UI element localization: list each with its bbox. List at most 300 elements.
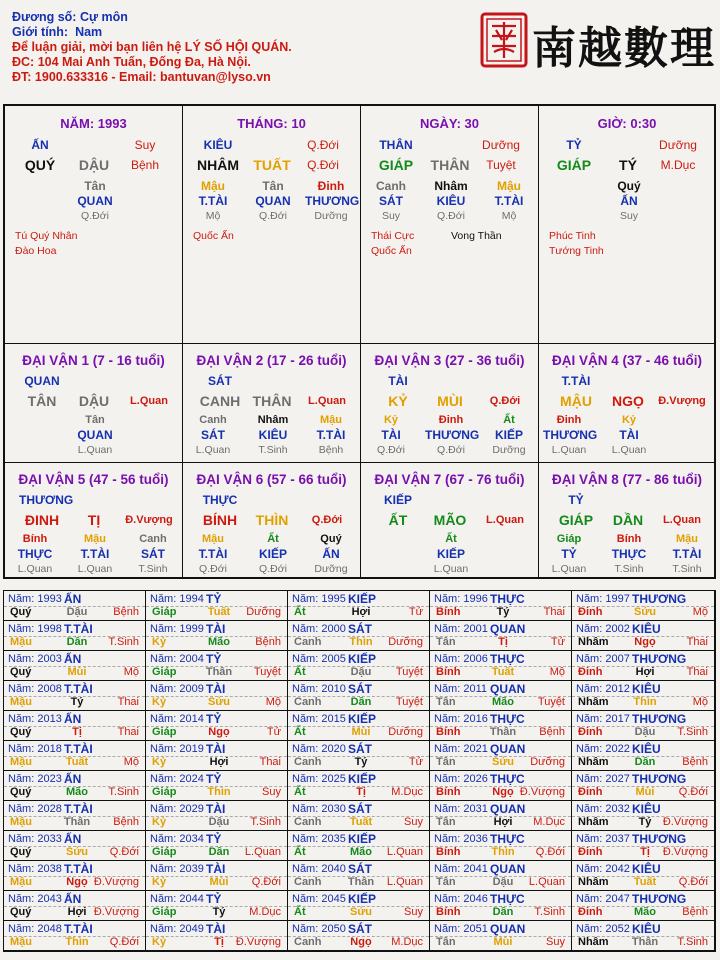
year-label: Năm: 2000 — [292, 623, 346, 635]
year-state: Mộ — [692, 696, 708, 708]
year-star: KIÊU — [632, 802, 661, 816]
hidden-state: Q.Đới — [199, 563, 227, 575]
hidden-star: ẤN — [322, 547, 340, 561]
year-stem: Mậu — [10, 756, 32, 768]
year-star: THỰC — [490, 892, 525, 906]
year-state: Đ.Vượng — [235, 936, 281, 948]
dai-van-state: Đ.Vượng — [125, 514, 173, 526]
year-stem: Canh — [294, 876, 322, 888]
year-state: Bệnh — [255, 636, 281, 648]
year-branch: Tý — [496, 606, 510, 618]
year-stem: Canh — [294, 756, 322, 768]
year-state: Dưỡng — [388, 636, 423, 648]
brand-logo — [480, 8, 715, 72]
year-label: Năm: 2042 — [576, 863, 630, 875]
year-star: KIÊU — [632, 682, 661, 696]
year-cell — [288, 651, 430, 681]
year-branch: Hợi — [351, 606, 371, 618]
year-stem: Quý — [10, 846, 32, 858]
hidden-state: T.Sinh — [138, 563, 168, 575]
hidden-state: L.Quan — [433, 563, 469, 575]
year-cell — [430, 771, 572, 801]
year-label: Năm: 2028 — [8, 803, 62, 815]
year-cell — [4, 711, 146, 741]
year-stem: Ất — [294, 906, 306, 918]
dai-van-star: T.TÀI — [561, 374, 591, 388]
year-stem: Tân — [436, 876, 456, 888]
year-state: Mộ — [123, 666, 139, 678]
year-cell — [288, 801, 430, 831]
year-state: Đ.Vượng — [93, 876, 139, 888]
year-branch: Thân — [631, 936, 659, 948]
dai-van-state: L.Quan — [486, 514, 524, 526]
dai-van-star: SÁT — [208, 374, 232, 388]
year-stem: Quý — [10, 786, 32, 798]
pillar-branch-state: Q.Đới — [307, 158, 339, 172]
dai-van-star: TỶ — [568, 493, 584, 507]
hidden-state: Dưỡng — [492, 444, 526, 456]
year-stem: Bính — [436, 906, 461, 918]
hidden-star: SÁT — [379, 194, 403, 208]
pillar-stem: GIÁP — [378, 157, 414, 173]
year-label: Năm: 2002 — [576, 623, 630, 635]
year-star: THỰC — [490, 652, 525, 666]
dai-van-branch: DẦN — [612, 512, 644, 528]
year-cell — [572, 771, 715, 801]
header-info — [12, 10, 292, 85]
year-label: Năm: 1997 — [576, 593, 630, 605]
year-cell — [572, 741, 715, 771]
year-star: TỶ — [206, 832, 222, 846]
year-state: Q.Đới — [251, 876, 281, 888]
year-stem: Giáp — [152, 726, 177, 738]
year-star: QUAN — [490, 802, 526, 816]
year-state: Thai — [686, 666, 708, 678]
year-state: Thai — [259, 756, 281, 768]
dai-van-title: ĐẠI VẬN 8 (77 - 86 tuổi) — [551, 472, 703, 487]
year-cell — [4, 621, 146, 651]
year-star: THỰC — [490, 712, 525, 726]
dai-van-stem: TÂN — [27, 393, 57, 409]
year-cell — [288, 741, 430, 771]
hidden-star: TÀI — [619, 428, 639, 442]
year-label: Năm: 2023 — [8, 773, 62, 785]
year-stem: Đinh — [578, 606, 603, 618]
year-stem: Đinh — [578, 906, 603, 918]
hidden-state: Suy — [381, 210, 401, 222]
year-label: Năm: 2051 — [434, 923, 488, 935]
pillar-cell — [539, 106, 716, 344]
year-star: THƯƠNG — [632, 832, 687, 846]
year-label: Năm: 2001 — [434, 623, 488, 635]
dai-van-stem: KỶ — [388, 393, 408, 409]
year-star: KIẾP — [348, 892, 377, 906]
year-cell — [430, 711, 572, 741]
year-stem: Canh — [294, 696, 322, 708]
pillar-cell — [361, 106, 539, 344]
year-branch: Ngọ — [66, 876, 88, 888]
hidden-stem: Nhâm — [434, 179, 468, 193]
hidden-state: Bệnh — [318, 444, 344, 456]
year-label: Năm: 1999 — [150, 623, 204, 635]
year-label: Năm: 2047 — [576, 893, 630, 905]
year-label: Năm: 2018 — [8, 743, 62, 755]
year-cell — [146, 921, 288, 951]
year-label: Năm: 2045 — [292, 893, 346, 905]
year-branch: Dậu — [634, 726, 656, 738]
year-state: Dưỡng — [246, 606, 281, 618]
year-star: SÁT — [348, 922, 372, 936]
hidden-state: Q.Đới — [81, 210, 109, 222]
year-state: T.Sinh — [677, 936, 708, 948]
hidden-star: SÁT — [201, 428, 225, 442]
year-star: KIẾP — [348, 832, 377, 846]
pillar-note: Tướng Tinh — [549, 245, 604, 257]
hidden-stem: Tân — [84, 179, 106, 193]
dai-van-stem: MẬU — [560, 393, 592, 409]
year-branch: Mùi — [67, 666, 87, 678]
year-branch: Ngọ — [208, 726, 230, 738]
year-label: Năm: 2007 — [576, 653, 630, 665]
year-cell — [288, 681, 430, 711]
year-star: T.TÀI — [64, 682, 93, 696]
year-stem: Nhâm — [578, 756, 609, 768]
year-star: KIÊU — [632, 862, 661, 876]
year-stem: Tân — [436, 756, 456, 768]
pillar-stem: NHÂM — [197, 157, 239, 173]
year-branch: Ngọ — [634, 636, 656, 648]
hidden-star: THƯƠNG — [543, 428, 598, 442]
year-stem: Kỷ — [152, 816, 167, 828]
year-star: TÀI — [206, 922, 226, 936]
year-cell — [288, 771, 430, 801]
year-label: Năm: 2039 — [150, 863, 204, 875]
dai-van-branch: DẬU — [78, 393, 110, 409]
hidden-state: Q.Đới — [437, 444, 465, 456]
pillar-note: Đào Hoa — [15, 245, 57, 257]
year-branch: Thìn — [65, 936, 89, 948]
hidden-state: L.Quan — [77, 563, 113, 575]
year-state: M.Dục — [391, 936, 423, 948]
hidden-stem: Mậu — [84, 533, 106, 545]
year-stem: Mậu — [10, 696, 32, 708]
hidden-star: TÀI — [381, 428, 401, 442]
year-label: Năm: 1993 — [8, 593, 62, 605]
year-cell — [430, 921, 572, 951]
year-stem: Đinh — [578, 846, 603, 858]
year-stem: Ất — [294, 726, 306, 738]
year-star: TÀI — [206, 742, 226, 756]
year-stem: Nhâm — [578, 936, 609, 948]
dai-van-title: ĐẠI VẬN 5 (47 - 56 tuổi) — [18, 472, 169, 487]
year-star: TỶ — [206, 772, 222, 786]
hidden-stem: Mậu — [320, 414, 342, 426]
dai-van-title: ĐẠI VẬN 2 (17 - 26 tuổi) — [196, 353, 347, 368]
dai-van-stem: CANH — [199, 393, 241, 409]
year-cell — [288, 591, 430, 621]
year-label: Năm: 2015 — [292, 713, 346, 725]
dai-van-state: Q.Đới — [311, 514, 343, 526]
year-cell — [572, 591, 715, 621]
year-state: Q.Đới — [678, 786, 708, 798]
hidden-stem: Mậu — [201, 179, 225, 193]
hidden-stem: Mậu — [676, 533, 698, 545]
year-star: ẤN — [64, 712, 82, 726]
dai-van-stem: GIÁP — [558, 512, 594, 528]
year-state: Bệnh — [113, 606, 139, 618]
hidden-state: T.Sinh — [672, 563, 702, 575]
year-state: Q.Đới — [109, 846, 139, 858]
year-branch: Thìn — [207, 786, 231, 798]
year-state: M.Dục — [249, 906, 281, 918]
year-label: Năm: 2022 — [576, 743, 630, 755]
year-star: KIẾP — [348, 772, 377, 786]
year-label: Năm: 2019 — [150, 743, 204, 755]
dai-van-title: ĐẠI VẬN 4 (37 - 46 tuổi) — [551, 353, 703, 368]
year-cell — [430, 801, 572, 831]
year-branch: Dậu — [492, 876, 514, 888]
year-state: Thai — [543, 606, 565, 618]
year-label: Năm: 2035 — [292, 833, 346, 845]
year-label: Năm: 2043 — [8, 893, 62, 905]
year-branch: Mão — [350, 846, 372, 858]
pillar-cell — [5, 106, 183, 344]
year-star: THỰC — [490, 832, 525, 846]
year-star: T.TÀI — [64, 802, 93, 816]
year-stem: Giáp — [152, 666, 177, 678]
hidden-state: L.Quan — [551, 563, 587, 575]
year-state: Thai — [686, 636, 708, 648]
year-branch: Tý — [70, 696, 84, 708]
year-branch: Thân — [347, 876, 375, 888]
year-cell — [4, 891, 146, 921]
year-state: Bệnh — [682, 756, 708, 768]
year-stem: Kỷ — [152, 876, 167, 888]
year-branch: Tị — [214, 936, 224, 948]
hidden-star: T.TÀI — [672, 547, 702, 561]
year-stem: Ất — [294, 786, 306, 798]
year-branch: Thân — [489, 726, 517, 738]
hidden-state: Suy — [619, 210, 639, 222]
pillar-note: Vong Thần — [451, 230, 502, 242]
dai-van-title: ĐẠI VẬN 1 (7 - 16 tuổi) — [22, 353, 165, 368]
hidden-state: Dưỡng — [314, 210, 348, 222]
hidden-stem: Bính — [616, 533, 642, 545]
year-state: Tử — [408, 756, 423, 768]
year-branch: Hợi — [635, 666, 655, 678]
dai-van-cell — [539, 463, 716, 579]
year-branch: Sửu — [207, 696, 231, 708]
year-branch: Thìn — [633, 696, 657, 708]
year-state: Bệnh — [682, 906, 708, 918]
pillar-title: GIỜ: 0:30 — [597, 116, 657, 131]
pillar-note: Thái Cực — [371, 230, 415, 242]
year-branch: Tuất — [207, 606, 231, 618]
hidden-star: T.TÀI — [494, 194, 524, 208]
year-star: ẤN — [64, 652, 82, 666]
year-stem: Nhâm — [578, 876, 609, 888]
year-star: SÁT — [348, 682, 372, 696]
year-stem: Kỷ — [152, 696, 167, 708]
year-cell — [4, 651, 146, 681]
pillar-note: Quốc Ấn — [371, 245, 412, 257]
year-branch: Dậu — [66, 606, 88, 618]
hidden-star: KIÊU — [258, 428, 288, 442]
hidden-stem: Tân — [85, 414, 105, 426]
dai-van-star: QUAN — [24, 374, 60, 388]
dai-van-branch: TỊ — [87, 512, 101, 528]
hidden-star: T.TÀI — [316, 428, 346, 442]
year-branch: Thìn — [349, 636, 373, 648]
pillar-branch-state: Bệnh — [130, 158, 160, 172]
hidden-state: L.Quan — [77, 444, 113, 456]
year-branch: Tuất — [633, 876, 657, 888]
year-branch: Mão — [634, 906, 656, 918]
pillar-top-state: Q.Đới — [307, 138, 339, 152]
year-branch: Tuất — [65, 756, 89, 768]
year-state: Tuyệt — [537, 696, 565, 708]
pillar-branch: DẬU — [78, 157, 110, 173]
year-stem: Tân — [436, 696, 456, 708]
dai-van-cell — [539, 344, 716, 463]
year-star: TỶ — [206, 652, 222, 666]
pillar-top-star: TỶ — [566, 138, 582, 152]
year-state: Mộ — [123, 756, 139, 768]
year-state: Tuyệt — [395, 696, 423, 708]
year-stem: Quý — [10, 726, 32, 738]
year-state: Tử — [408, 606, 423, 618]
hidden-stem: Mậu — [497, 179, 521, 193]
year-state: L.Quan — [386, 846, 423, 858]
year-branch: Tị — [72, 726, 82, 738]
year-cell — [4, 681, 146, 711]
year-label: Năm: 1995 — [292, 593, 346, 605]
year-cell — [430, 891, 572, 921]
year-state: Tuyệt — [395, 666, 423, 678]
year-star: TÀI — [206, 622, 226, 636]
pillar-cell — [183, 106, 361, 344]
year-cell — [146, 591, 288, 621]
dai-van-state: L.Quan — [308, 395, 346, 407]
hidden-state: Q.Đới — [259, 563, 287, 575]
year-branch: Tý — [354, 756, 368, 768]
year-branch: Ngọ — [350, 936, 372, 948]
dai-van-cell — [183, 344, 361, 463]
year-branch: Hợi — [209, 756, 229, 768]
hidden-star: THƯƠNG — [305, 194, 360, 208]
year-cell — [572, 801, 715, 831]
year-cell — [146, 711, 288, 741]
year-branch: Dần — [492, 906, 514, 918]
year-stem: Bính — [436, 846, 461, 858]
dai-van-title: ĐẠI VẬN 7 (67 - 76 tuổi) — [374, 472, 525, 487]
dai-van-branch: THÂN — [252, 393, 292, 409]
pillar-top-star: KIÊU — [203, 138, 233, 152]
year-state: Tử — [550, 636, 565, 648]
year-state: Suy — [546, 936, 565, 948]
hidden-star: T.TÀI — [80, 547, 110, 561]
hidden-state: T.Sinh — [614, 563, 644, 575]
year-cell — [146, 831, 288, 861]
year-star: ẤN — [64, 772, 82, 786]
year-branch: Mùi — [209, 876, 229, 888]
pillar-branch-state: Tuyệt — [486, 158, 516, 172]
year-stem: Mậu — [10, 876, 32, 888]
year-state: Bệnh — [539, 726, 565, 738]
year-stem: Kỷ — [152, 756, 167, 768]
year-star: THƯƠNG — [632, 652, 687, 666]
year-star: THƯƠNG — [632, 772, 687, 786]
dai-van-branch: MÙI — [437, 393, 463, 409]
hidden-stem: Kỷ — [621, 414, 637, 426]
hidden-state: Q.Đới — [377, 444, 405, 456]
year-stem: Tân — [436, 816, 456, 828]
year-star: SÁT — [348, 862, 372, 876]
year-stem: Giáp — [152, 906, 177, 918]
year-stem: Mậu — [10, 816, 32, 828]
hidden-star: QUAN — [77, 428, 113, 442]
year-branch: Tị — [640, 846, 650, 858]
year-cell — [146, 771, 288, 801]
hidden-state: Mộ — [205, 210, 221, 222]
hidden-stem: Nhâm — [257, 414, 289, 426]
year-label: Năm: 2004 — [150, 653, 204, 665]
year-star: ẤN — [64, 832, 82, 846]
year-label: Năm: 2032 — [576, 803, 630, 815]
year-state: Đ.Vượng — [662, 816, 708, 828]
hidden-stem: Kỷ — [383, 414, 399, 426]
year-branch: Mão — [492, 696, 514, 708]
pillar-note: Phúc Tinh — [549, 230, 596, 242]
year-stem: Đinh — [578, 666, 603, 678]
year-cell — [430, 621, 572, 651]
year-label: Năm: 2041 — [434, 863, 488, 875]
year-branch: Dần — [350, 696, 372, 708]
year-stem: Ất — [294, 846, 306, 858]
year-state: T.Sinh — [534, 906, 565, 918]
year-label: Năm: 1998 — [8, 623, 62, 635]
year-star: KIẾP — [348, 652, 377, 666]
year-star: THỰC — [490, 772, 525, 786]
year-label: Năm: 2034 — [150, 833, 204, 845]
dai-van-cell — [5, 344, 183, 463]
year-stem: Mậu — [10, 936, 32, 948]
year-cell — [146, 801, 288, 831]
year-stem: Bính — [436, 786, 461, 798]
year-state: Tử — [266, 726, 281, 738]
dai-van-star: THƯƠNG — [19, 493, 74, 507]
address-line: ĐC: 104 Mai Anh Tuấn, Đống Đa, Hà Nội. — [12, 55, 251, 69]
year-cell — [146, 681, 288, 711]
hidden-star: ẤN — [620, 194, 638, 208]
year-state: Dưỡng — [388, 726, 423, 738]
year-label: Năm: 2025 — [292, 773, 346, 785]
hidden-stem: Canh — [139, 533, 167, 545]
dai-van-stem: ĐINH — [24, 512, 60, 528]
year-stem: Bính — [436, 666, 461, 678]
year-stem: Quý — [10, 666, 32, 678]
dai-van-title: ĐẠI VẬN 6 (57 - 66 tuổi) — [196, 472, 347, 487]
year-label: Năm: 2033 — [8, 833, 62, 845]
year-stem: Giáp — [152, 786, 177, 798]
year-stem: Kỷ — [152, 636, 167, 648]
year-stem: Giáp — [152, 846, 177, 858]
year-branch: Mùi — [493, 936, 513, 948]
year-branch: Mão — [66, 786, 88, 798]
year-stem: Nhâm — [578, 816, 609, 828]
hidden-star: QUAN — [77, 194, 113, 208]
year-star: THƯƠNG — [632, 892, 687, 906]
